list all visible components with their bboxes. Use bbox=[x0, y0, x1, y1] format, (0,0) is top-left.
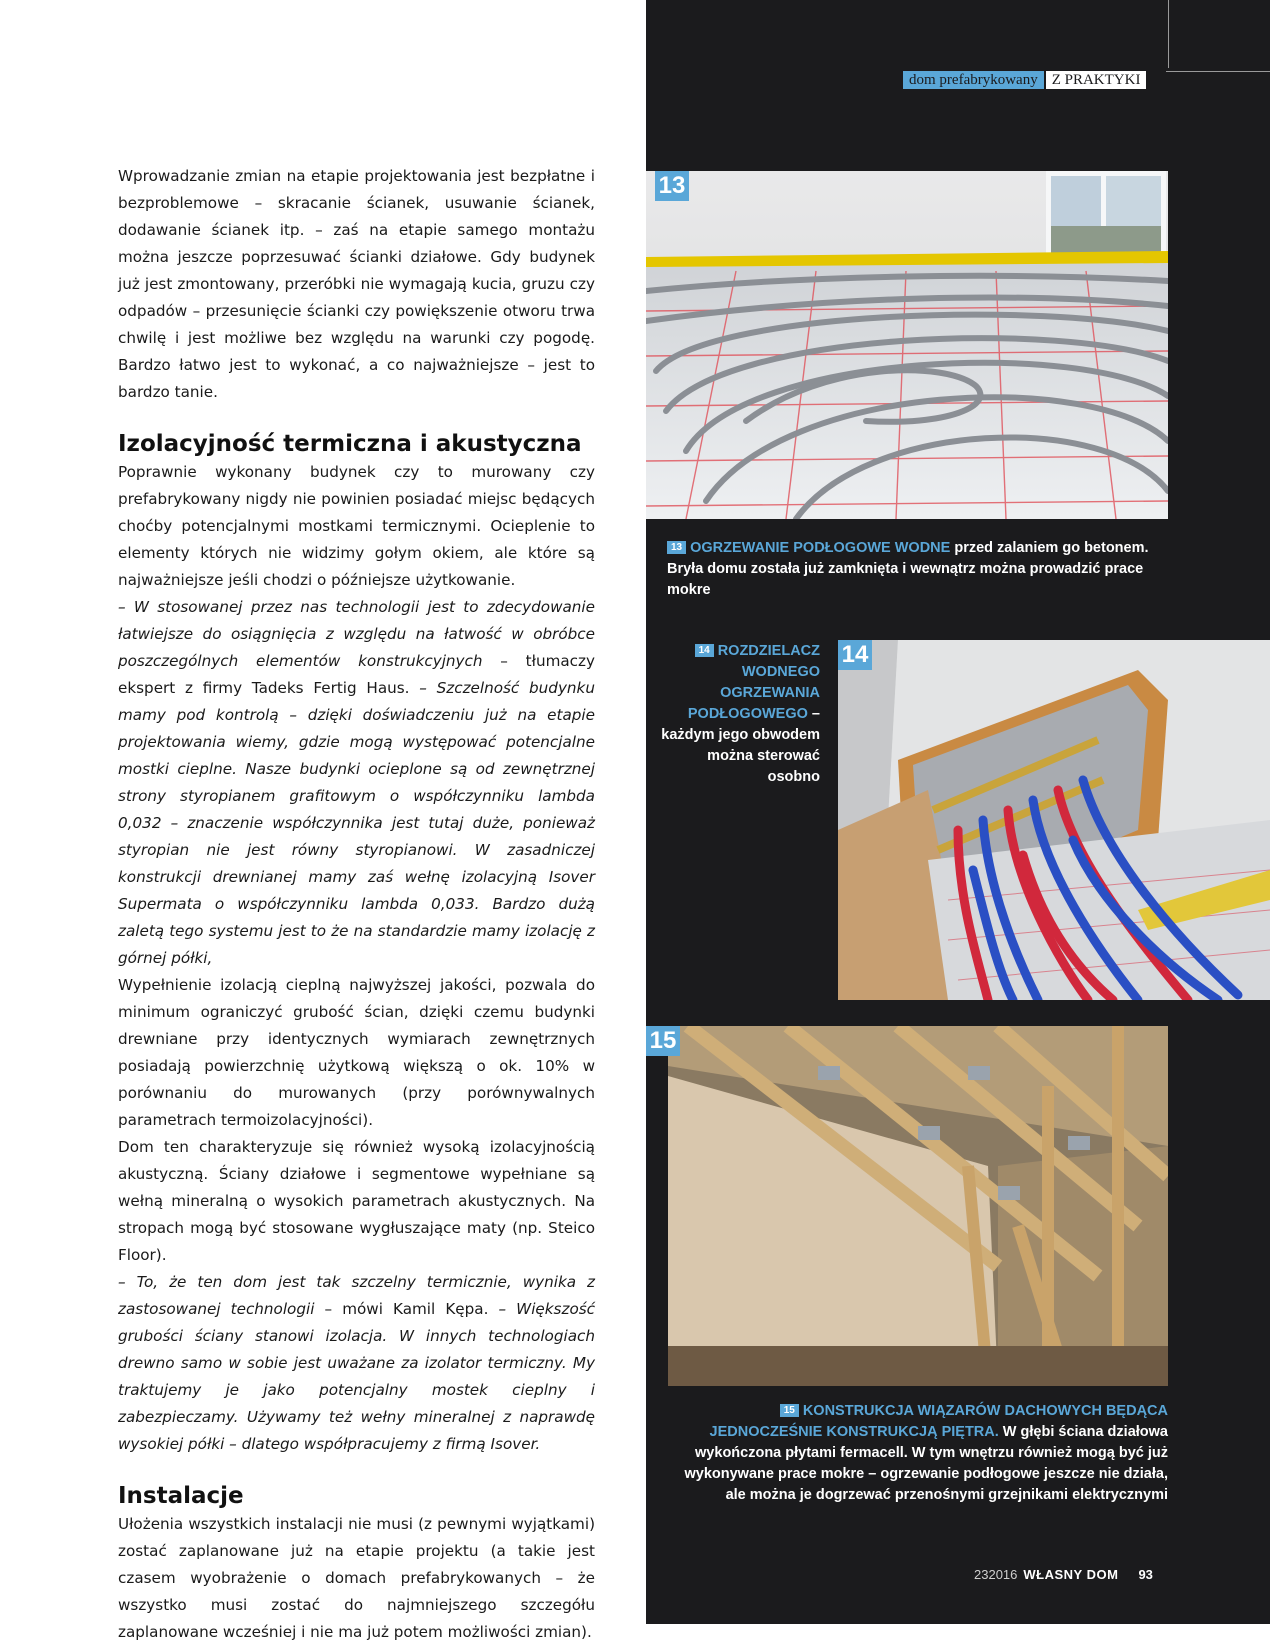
photo-roof-trusses bbox=[668, 1026, 1168, 1386]
page-footer bbox=[974, 1567, 1153, 1582]
caption-badge-14: 14 bbox=[695, 644, 714, 657]
photo-number-14: 14 bbox=[838, 640, 872, 670]
page-number: 93 bbox=[1138, 1567, 1153, 1582]
crop-mark-vertical bbox=[1168, 0, 1169, 68]
quote-1-attribution: – tłumaczy ekspert z firmy Tadeks Fertig Haus. bbox=[118, 652, 595, 697]
heading-insulation: Izolacyjność termiczna i akustyczna bbox=[118, 431, 582, 457]
paragraph-installations: Ułożenia wszystkich instalacji nie musi (z pewnymi wyjątkami) zostać zaplanowane już na etapie projektu (a takie jest czasem wyobrażenie o domach prefabrykowanych – że wszystko musi zostać do najmniejszego szczegółu zaplanowane wcześniej i nie ma już potem możliwości zmian). bbox=[118, 1515, 595, 1641]
photo-number-13: 13 bbox=[655, 171, 689, 201]
paragraph-acoustics: Dom ten charakteryzuje się również wysoką izolacyjnością akustyczną. Ściany działowe i segmentowe wypełniane są wełną mineralną o wysokich parametrach akustycznych. Na stropach mogą być stosowane wygłuszające maty (np. Steico Floor). bbox=[118, 1138, 595, 1264]
section-label: dom prefabrykowany bbox=[903, 71, 1044, 89]
quote-2a: – To, że ten dom jest tak szczelny termicznie, wynika z zastosowanej technologii bbox=[118, 1273, 595, 1318]
caption-13-highlight: OGRZEWANIE PODŁOGOWE WODNE bbox=[690, 540, 951, 556]
caption-15-highlight: KONSTRUKCJA WIĄZARÓW DACHOWYCH BĘDĄCA JEDNOCZEŚNIE KONSTRUKCJĄ PIĘTRA. bbox=[709, 1403, 1168, 1440]
section-header bbox=[903, 71, 1146, 89]
caption-15-text: W głębi ściana działowa wykończona płytami fermacell. W tym wnętrzu również mogą być już wykonywane prace mokre – ogrzewanie podłogowe jeszcze nie działa, ale można je dogrzewać przenośnymi grzejnikami elektrycznymi bbox=[684, 1424, 1168, 1503]
category-label: Z PRAKTYKI bbox=[1044, 71, 1147, 89]
intro-paragraph: Wprowadzanie zmian na etapie projektowania jest bezpłatne i bezproblemowe – skracanie ścianek, usuwanie ścianek, dodawanie ścianek itp. – zaś na etapie samego montażu można jeszcze poprzesuwać ścianki działowe. Gdy budynek już jest zmontowany, przeróbki nie wymagają kucia, gruzu czy odpadów – przesunięcie ścianki czy powiększenie otworu trwa chwilę i jest możliwe bez względu na warunki czy pogodę. Bardzo łatwo jest to wykonać, a co najważniejsze – jest to bardzo tanie. bbox=[118, 167, 595, 401]
photo-number-15: 15 bbox=[646, 1026, 680, 1056]
photo-underfloor-heating bbox=[646, 171, 1168, 519]
expert-quote-1 bbox=[118, 594, 595, 972]
expert-quote-2 bbox=[118, 1269, 595, 1458]
paragraph-insulation: Poprawnie wykonany budynek czy to murowany czy prefabrykowany nigdy nie powinien posiadać miejsc będących choćby potencjalnymi mostkami termicznymi. Ocieplenie to elementy których nie widzimy gołym okiem, ale które są najważniejsze jeśli chodzi o późniejsze użytkowanie. bbox=[118, 463, 595, 589]
paragraph-wall-thickness: Wypełnienie izolacją cieplną najwyższej jakości, pozwala do minimum ograniczyć grubość ścian, dzięki czemu budynki drewniane przy identycznych wymiarach zewnętrznych posiadają powierzchnię użytkową większą o ok. 10% w porównaniu do murowanych (przy porównywalnych parametrach termoizolacyjności). bbox=[118, 976, 595, 1129]
article-body bbox=[118, 163, 595, 1646]
caption-badge-13: 13 bbox=[667, 541, 686, 554]
heading-installations: Instalacje bbox=[118, 1483, 244, 1509]
quote-1c: – Szczelność budynku mamy pod kontrolą – dzięki doświadczeniu już na etapie projektowania wiemy, gdzie mogą występować potencjalne mostki cieplne. Nasze budynki ocieplone są od zewnętrznej strony styropianem grafitowym o współczynniku lambda 0,032 – znaczenie współczynnika jest tutaj duże, ponieważ styropian nie jest równy styropianowi. W zasadniczej konstrukcji drewnianej mamy zaś wełnę izolacyjną Isover Supermata o współczynniku lambda 0,033. Bardzo dużą zaletą tego systemu jest to że na standardzie mamy izolację z górnej półki, bbox=[118, 679, 595, 967]
quote-2c: – Większość grubości ściany stanowi izolacja. W innych technologiach drewno samo w sobie jest uważane za izolator termiczny. My traktujemy je jako potencjalny mostek cieplny i zabezpieczamy. Używamy też wełny mineralnej z naprawdę wysokiej półki – dlatego współpracujemy z firmą Isover. bbox=[118, 1300, 595, 1453]
issue-number: 232016 bbox=[974, 1567, 1018, 1582]
quote-2-attribution: – mówi Kamil Kępa. bbox=[314, 1300, 499, 1318]
photo-heating-manifold bbox=[838, 640, 1270, 1000]
caption-13-text: przed zalaniem go betonem. Bryła domu została już zamknięta i wewnątrz można prowadzić prace mokre bbox=[667, 540, 1149, 598]
caption-badge-15: 15 bbox=[780, 1404, 799, 1417]
caption-14-text: – każdym jego obwodem można sterować osobno bbox=[661, 706, 820, 785]
caption-14 bbox=[652, 641, 820, 788]
quote-1a: – W stosowanej przez nas technologii jest to zdecydowanie łatwiejsze do osiągnięcia z względu na łatwość w obróbce poszczególnych elementów konstrukcyjnych bbox=[118, 598, 595, 670]
caption-13 bbox=[667, 538, 1157, 601]
caption-14-highlight: ROZDZIELACZ WODNEGO OGRZEWANIA PODŁOGOWEGO bbox=[687, 643, 820, 722]
crop-mark-horizontal bbox=[1166, 71, 1270, 72]
caption-15 bbox=[670, 1401, 1168, 1506]
magazine-brand: WŁASNY DOM bbox=[1023, 1567, 1119, 1582]
